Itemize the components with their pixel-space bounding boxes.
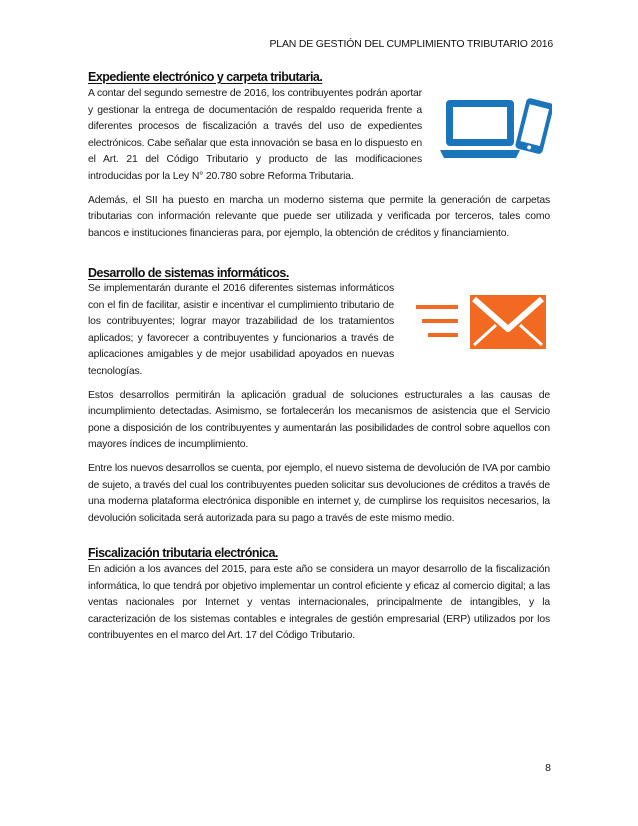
section-expediente	[88, 70, 550, 242]
section-heading: Desarrollo de sistemas informáticos.	[88, 266, 289, 280]
section-desarrollo	[88, 266, 550, 527]
laptop-and-tablet-icon	[440, 92, 552, 172]
paragraph: Entre los nuevos desarrollos se cuenta, por ejemplo, el nuevo sistema de devolución de IVA por cambio de sujeto, a través del cual los contribuyentes pueden solicitar sus devoluciones de créditos a través de una moderna plataforma electrónica disponible en internet y, de cumplirse los requisitos necesarios, la devolución solicitada será autorizada para su pago a través de este mismo medio.	[88, 462, 550, 524]
paragraph: En adición a los avances del 2015, para este año se considera un mayor desarrollo de la fiscalización informática, lo que tendrá por objetivo implementar un control eficiente y eficaz al comercio digital; a las ventas nacionales por Internet y ventas internacionales, principalmente de intangibles, y la caracterización de los sistemas contables e integrales de gestión empresarial (ERP) utilizados por los contribuyentes en el marco del Art. 17 del Código Tributario.	[88, 564, 550, 642]
fast-mail-icon	[412, 291, 550, 353]
paragraph: A contar del segundo semestre de 2016, los contribuyentes podrán aportar y gestionar la entrega de documentación de respaldo requerida frente a diferentes procesos de fiscalización a través del uso de expedientes electrónicos. Cabe señalar que esta innovación se basa en lo dispuesto en el Art. 21 del Código Tributario y producto de las modificaciones introducidas por la Ley N° 20.780 sobre Reforma Tributaria.	[88, 88, 422, 182]
running-header: PLAN DE GESTIÓN DEL CUMPLIMIENTO TRIBUTARIO 2016	[269, 38, 553, 50]
paragraph: Además, el SII ha puesto en marcha un moderno sistema que permite la generación de carpetas tributarias con información relevante que puede ser utilizada y verificada por terceros, tales como bancos e instituciones financieras para, por ejemplo, la obtención de créditos y financiamiento.	[88, 194, 550, 239]
page-number: 8	[545, 762, 551, 774]
paragraph: Estos desarrollos permitirán la aplicación gradual de soluciones estructurales a las causas de incumplimiento detectadas. Asimismo, se fortalecerán los mecanismos de asistencia que el Servicio pone a disposición de los contribuyentes y aumentarán las posibilidades de control sobre aquellos con mayores índices de incumplimiento.	[88, 389, 550, 451]
section-heading: Expediente electrónico y carpeta tributaria.	[88, 70, 323, 84]
paragraph: Se implementarán durante el 2016 diferentes sistemas informáticos con el fin de facilitar, asistir e incentivar el cumplimiento tributario de los contribuyentes; lograr mayor trazabilidad de los tratamientos aplicados; y favorecer a contribuyentes y funcionarios a través de aplicaciones amigables y de mejor usabilidad apoyados en nuevas tecnologías.	[88, 283, 394, 377]
section-heading: Fiscalización tributaria electrónica.	[88, 546, 278, 560]
section-fiscalizacion	[88, 546, 550, 645]
